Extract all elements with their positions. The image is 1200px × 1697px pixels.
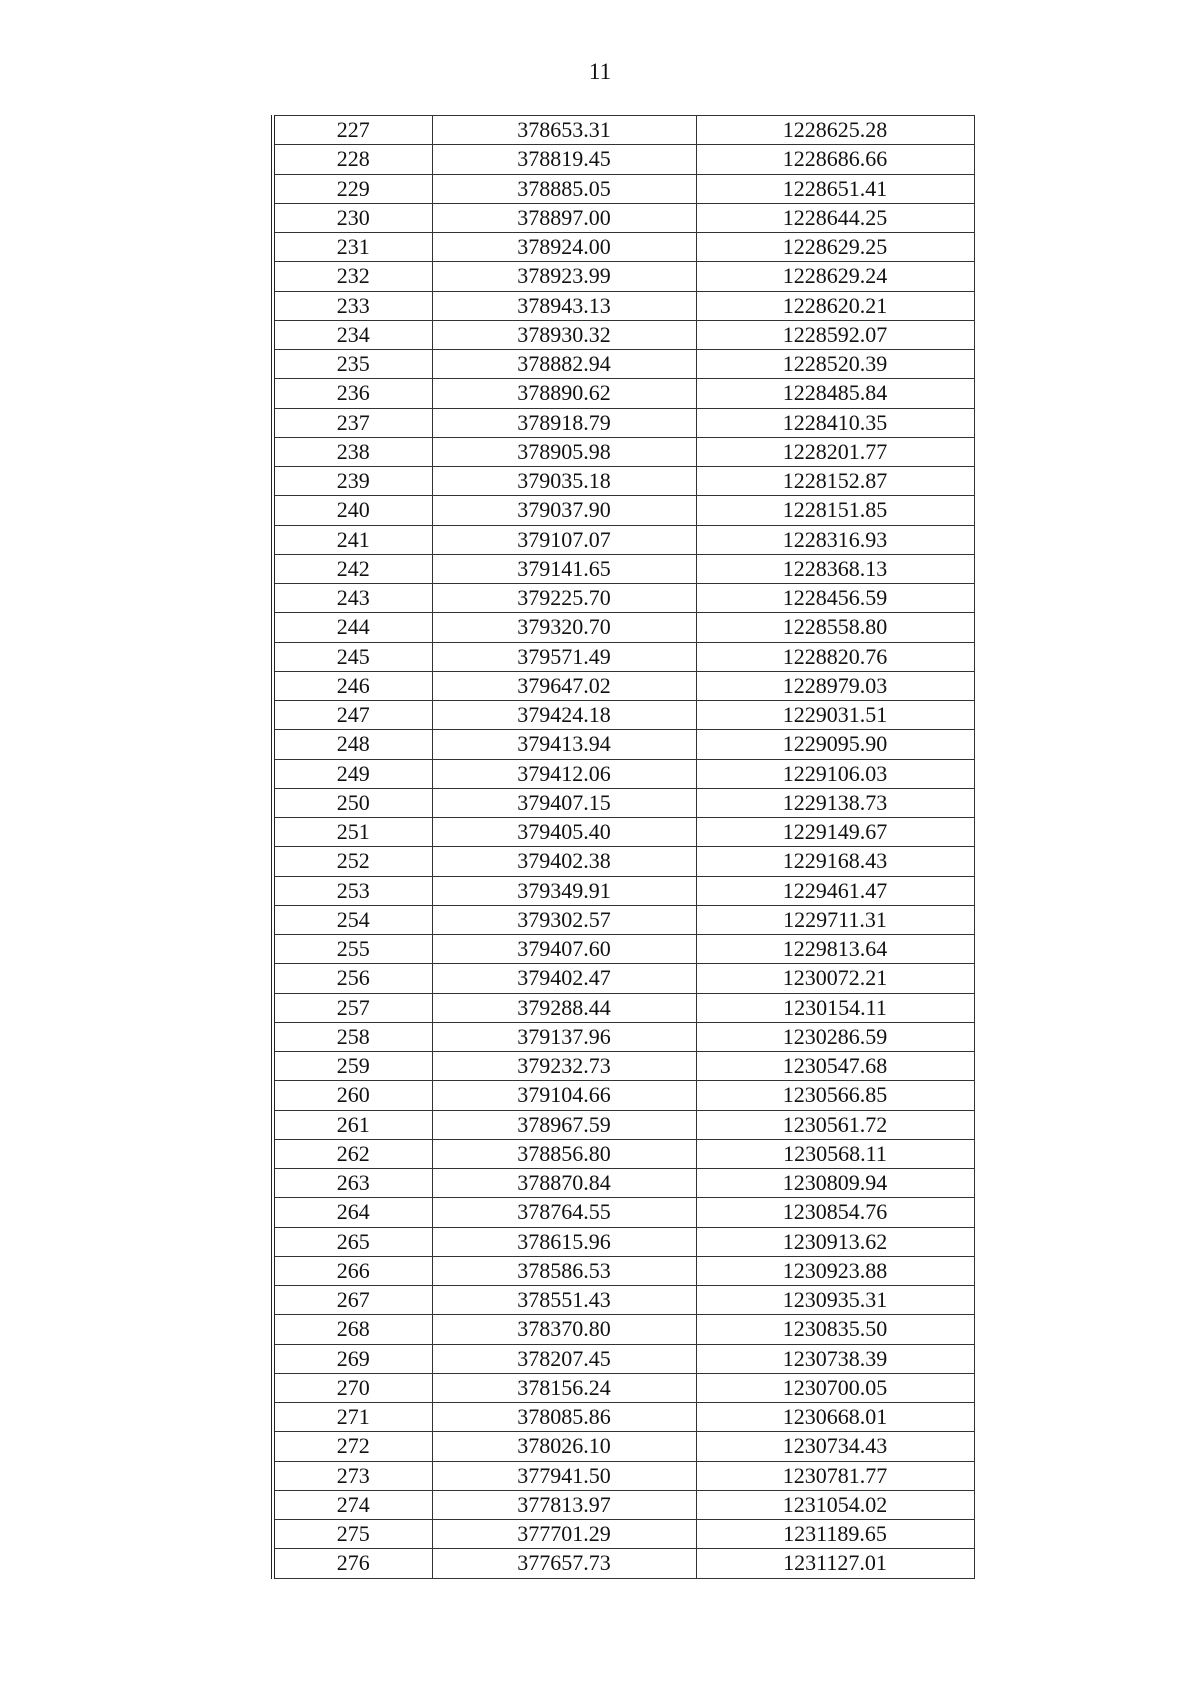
y-coordinate-cell: 1230935.31 <box>696 1286 974 1315</box>
table-row <box>273 1169 974 1198</box>
x-coordinate-cell: 379647.02 <box>432 671 696 700</box>
y-coordinate-cell: 1229031.51 <box>696 701 974 730</box>
page-number: 11 <box>588 59 612 84</box>
x-coordinate-cell: 379412.06 <box>432 759 696 788</box>
y-coordinate-cell: 1228456.59 <box>696 584 974 613</box>
table-row <box>273 1022 974 1051</box>
point-number-cell: 268 <box>273 1315 432 1344</box>
table-row <box>273 759 974 788</box>
y-coordinate-cell: 1229461.47 <box>696 876 974 905</box>
point-number-cell: 273 <box>273 1461 432 1490</box>
y-coordinate-cell: 1228686.66 <box>696 145 974 174</box>
x-coordinate-cell: 378930.32 <box>432 320 696 349</box>
x-coordinate-cell: 378905.98 <box>432 437 696 466</box>
point-number-cell: 258 <box>273 1022 432 1051</box>
table-row <box>273 613 974 642</box>
point-number-cell: 230 <box>273 203 432 232</box>
y-coordinate-cell: 1229711.31 <box>696 905 974 934</box>
x-coordinate-cell: 379035.18 <box>432 467 696 496</box>
point-number-cell: 245 <box>273 642 432 671</box>
point-number-cell: 267 <box>273 1286 432 1315</box>
table-row <box>273 262 974 291</box>
point-number-cell: 238 <box>273 437 432 466</box>
coordinate-table-body <box>273 116 974 1579</box>
y-coordinate-cell: 1231127.01 <box>696 1549 974 1578</box>
x-coordinate-cell: 379571.49 <box>432 642 696 671</box>
table-row <box>273 467 974 496</box>
x-coordinate-cell: 378156.24 <box>432 1373 696 1402</box>
y-coordinate-cell: 1228651.41 <box>696 174 974 203</box>
point-number-cell: 229 <box>273 174 432 203</box>
point-number-cell: 255 <box>273 935 432 964</box>
table-row <box>273 1432 974 1461</box>
y-coordinate-cell: 1230734.43 <box>696 1432 974 1461</box>
table-row <box>273 350 974 379</box>
x-coordinate-cell: 379407.15 <box>432 788 696 817</box>
table-row <box>273 174 974 203</box>
table-row <box>273 1490 974 1519</box>
point-number-cell: 270 <box>273 1373 432 1402</box>
x-coordinate-cell: 379402.47 <box>432 964 696 993</box>
table-row <box>273 408 974 437</box>
table-row <box>273 642 974 671</box>
y-coordinate-cell: 1230835.50 <box>696 1315 974 1344</box>
x-coordinate-cell: 379104.66 <box>432 1081 696 1110</box>
table-row <box>273 1373 974 1402</box>
x-coordinate-cell: 377701.29 <box>432 1520 696 1549</box>
x-coordinate-cell: 379349.91 <box>432 876 696 905</box>
x-coordinate-cell: 379107.07 <box>432 525 696 554</box>
y-coordinate-cell: 1231189.65 <box>696 1520 974 1549</box>
x-coordinate-cell: 378856.80 <box>432 1139 696 1168</box>
x-coordinate-cell: 378615.96 <box>432 1227 696 1256</box>
table-row <box>273 847 974 876</box>
table-row <box>273 905 974 934</box>
point-number-cell: 248 <box>273 730 432 759</box>
y-coordinate-cell: 1228625.28 <box>696 116 974 145</box>
table-row <box>273 116 974 145</box>
table-row <box>273 496 974 525</box>
point-number-cell: 231 <box>273 233 432 262</box>
x-coordinate-cell: 379402.38 <box>432 847 696 876</box>
y-coordinate-cell: 1231054.02 <box>696 1490 974 1519</box>
table-row <box>273 1256 974 1285</box>
x-coordinate-cell: 378551.43 <box>432 1286 696 1315</box>
table-row <box>273 876 974 905</box>
y-coordinate-cell: 1230668.01 <box>696 1403 974 1432</box>
table-row <box>273 233 974 262</box>
table-row <box>273 291 974 320</box>
y-coordinate-cell: 1228520.39 <box>696 350 974 379</box>
table-row <box>273 145 974 174</box>
y-coordinate-cell: 1229168.43 <box>696 847 974 876</box>
point-number-cell: 276 <box>273 1549 432 1578</box>
x-coordinate-cell: 378924.00 <box>432 233 696 262</box>
x-coordinate-cell: 378890.62 <box>432 379 696 408</box>
point-number-cell: 269 <box>273 1344 432 1373</box>
point-number-cell: 235 <box>273 350 432 379</box>
table-row <box>273 935 974 964</box>
y-coordinate-cell: 1230566.85 <box>696 1081 974 1110</box>
y-coordinate-cell: 1228979.03 <box>696 671 974 700</box>
x-coordinate-cell: 378885.05 <box>432 174 696 203</box>
point-number-cell: 237 <box>273 408 432 437</box>
x-coordinate-cell: 379232.73 <box>432 1052 696 1081</box>
table-row <box>273 993 974 1022</box>
x-coordinate-cell: 378897.00 <box>432 203 696 232</box>
y-coordinate-cell: 1230781.77 <box>696 1461 974 1490</box>
point-number-cell: 241 <box>273 525 432 554</box>
table-row <box>273 788 974 817</box>
y-coordinate-cell: 1230547.68 <box>696 1052 974 1081</box>
point-number-cell: 274 <box>273 1490 432 1519</box>
x-coordinate-cell: 379413.94 <box>432 730 696 759</box>
x-coordinate-cell: 378870.84 <box>432 1169 696 1198</box>
point-number-cell: 247 <box>273 701 432 730</box>
y-coordinate-cell: 1228151.85 <box>696 496 974 525</box>
point-number-cell: 227 <box>273 116 432 145</box>
table-row <box>273 437 974 466</box>
x-coordinate-cell: 379424.18 <box>432 701 696 730</box>
x-coordinate-cell: 378943.13 <box>432 291 696 320</box>
x-coordinate-cell: 378026.10 <box>432 1432 696 1461</box>
point-number-cell: 272 <box>273 1432 432 1461</box>
y-coordinate-cell: 1230561.72 <box>696 1110 974 1139</box>
point-number-cell: 259 <box>273 1052 432 1081</box>
table-row <box>273 1315 974 1344</box>
point-number-cell: 260 <box>273 1081 432 1110</box>
y-coordinate-cell: 1228620.21 <box>696 291 974 320</box>
point-number-cell: 252 <box>273 847 432 876</box>
y-coordinate-cell: 1230923.88 <box>696 1256 974 1285</box>
table-row <box>273 701 974 730</box>
x-coordinate-cell: 377657.73 <box>432 1549 696 1578</box>
y-coordinate-cell: 1230072.21 <box>696 964 974 993</box>
x-coordinate-cell: 379288.44 <box>432 993 696 1022</box>
x-coordinate-cell: 378882.94 <box>432 350 696 379</box>
table-row <box>273 525 974 554</box>
point-number-cell: 239 <box>273 467 432 496</box>
y-coordinate-cell: 1230809.94 <box>696 1169 974 1198</box>
table-row <box>273 1461 974 1490</box>
y-coordinate-cell: 1228316.93 <box>696 525 974 554</box>
point-number-cell: 246 <box>273 671 432 700</box>
y-coordinate-cell: 1229149.67 <box>696 818 974 847</box>
y-coordinate-cell: 1230700.05 <box>696 1373 974 1402</box>
y-coordinate-cell: 1228201.77 <box>696 437 974 466</box>
point-number-cell: 264 <box>273 1198 432 1227</box>
x-coordinate-cell: 379407.60 <box>432 935 696 964</box>
y-coordinate-cell: 1228592.07 <box>696 320 974 349</box>
point-number-cell: 263 <box>273 1169 432 1198</box>
table-row <box>273 1110 974 1139</box>
x-coordinate-cell: 379225.70 <box>432 584 696 613</box>
table-row <box>273 964 974 993</box>
x-coordinate-cell: 377941.50 <box>432 1461 696 1490</box>
table-row <box>273 554 974 583</box>
y-coordinate-cell: 1230913.62 <box>696 1227 974 1256</box>
point-number-cell: 232 <box>273 262 432 291</box>
table-row <box>273 379 974 408</box>
x-coordinate-cell: 378207.45 <box>432 1344 696 1373</box>
coordinate-table <box>271 115 975 1579</box>
point-number-cell: 242 <box>273 554 432 583</box>
y-coordinate-cell: 1229138.73 <box>696 788 974 817</box>
y-coordinate-cell: 1228485.84 <box>696 379 974 408</box>
y-coordinate-cell: 1230568.11 <box>696 1139 974 1168</box>
y-coordinate-cell: 1229106.03 <box>696 759 974 788</box>
y-coordinate-cell: 1230286.59 <box>696 1022 974 1051</box>
x-coordinate-cell: 379302.57 <box>432 905 696 934</box>
y-coordinate-cell: 1228820.76 <box>696 642 974 671</box>
table-row <box>273 1549 974 1578</box>
table-row <box>273 1520 974 1549</box>
x-coordinate-cell: 378764.55 <box>432 1198 696 1227</box>
y-coordinate-cell: 1230854.76 <box>696 1198 974 1227</box>
point-number-cell: 265 <box>273 1227 432 1256</box>
point-number-cell: 271 <box>273 1403 432 1432</box>
table-row <box>273 1081 974 1110</box>
y-coordinate-cell: 1228644.25 <box>696 203 974 232</box>
point-number-cell: 275 <box>273 1520 432 1549</box>
point-number-cell: 261 <box>273 1110 432 1139</box>
y-coordinate-cell: 1229095.90 <box>696 730 974 759</box>
table-row <box>273 1139 974 1168</box>
y-coordinate-cell: 1229813.64 <box>696 935 974 964</box>
x-coordinate-cell: 379405.40 <box>432 818 696 847</box>
point-number-cell: 251 <box>273 818 432 847</box>
point-number-cell: 233 <box>273 291 432 320</box>
point-number-cell: 228 <box>273 145 432 174</box>
y-coordinate-cell: 1230154.11 <box>696 993 974 1022</box>
point-number-cell: 257 <box>273 993 432 1022</box>
table-row <box>273 1227 974 1256</box>
point-number-cell: 256 <box>273 964 432 993</box>
table-row <box>273 730 974 759</box>
x-coordinate-cell: 378085.86 <box>432 1403 696 1432</box>
point-number-cell: 254 <box>273 905 432 934</box>
x-coordinate-cell: 377813.97 <box>432 1490 696 1519</box>
table-row <box>273 1052 974 1081</box>
y-coordinate-cell: 1228410.35 <box>696 408 974 437</box>
table-row <box>273 671 974 700</box>
x-coordinate-cell: 378918.79 <box>432 408 696 437</box>
y-coordinate-cell: 1228629.24 <box>696 262 974 291</box>
x-coordinate-cell: 379141.65 <box>432 554 696 583</box>
point-number-cell: 262 <box>273 1139 432 1168</box>
y-coordinate-cell: 1228368.13 <box>696 554 974 583</box>
y-coordinate-cell: 1228152.87 <box>696 467 974 496</box>
y-coordinate-cell: 1228629.25 <box>696 233 974 262</box>
x-coordinate-cell: 378923.99 <box>432 262 696 291</box>
point-number-cell: 250 <box>273 788 432 817</box>
point-number-cell: 249 <box>273 759 432 788</box>
point-number-cell: 244 <box>273 613 432 642</box>
table-row <box>273 1344 974 1373</box>
point-number-cell: 234 <box>273 320 432 349</box>
table-row <box>273 203 974 232</box>
x-coordinate-cell: 379320.70 <box>432 613 696 642</box>
table-row <box>273 818 974 847</box>
x-coordinate-cell: 378819.45 <box>432 145 696 174</box>
table-row <box>273 320 974 349</box>
point-number-cell: 240 <box>273 496 432 525</box>
x-coordinate-cell: 378586.53 <box>432 1256 696 1285</box>
point-number-cell: 236 <box>273 379 432 408</box>
x-coordinate-cell: 378653.31 <box>432 116 696 145</box>
x-coordinate-cell: 379137.96 <box>432 1022 696 1051</box>
x-coordinate-cell: 378370.80 <box>432 1315 696 1344</box>
x-coordinate-cell: 379037.90 <box>432 496 696 525</box>
point-number-cell: 266 <box>273 1256 432 1285</box>
table-row <box>273 1286 974 1315</box>
point-number-cell: 253 <box>273 876 432 905</box>
x-coordinate-cell: 378967.59 <box>432 1110 696 1139</box>
y-coordinate-cell: 1228558.80 <box>696 613 974 642</box>
table-row <box>273 1198 974 1227</box>
table-row <box>273 584 974 613</box>
table-row <box>273 1403 974 1432</box>
point-number-cell: 243 <box>273 584 432 613</box>
y-coordinate-cell: 1230738.39 <box>696 1344 974 1373</box>
